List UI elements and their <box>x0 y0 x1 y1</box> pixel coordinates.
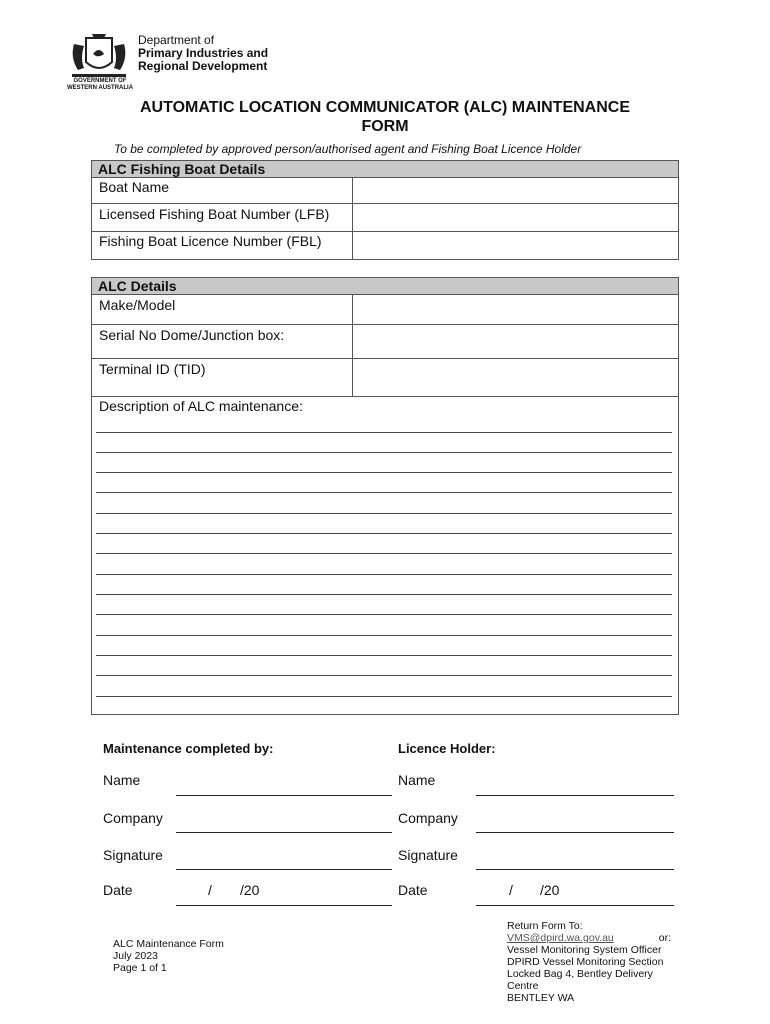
row-divider <box>91 396 679 397</box>
dept-line3: Regional Development <box>138 59 268 73</box>
holder-name-line[interactable] <box>476 795 674 796</box>
fbl-field[interactable] <box>353 232 678 259</box>
maint-date-year: /20 <box>240 882 260 898</box>
footer-date: July 2023 <box>113 950 158 962</box>
lfb-field[interactable] <box>353 204 678 231</box>
holder-name-label: Name <box>398 772 436 788</box>
description-line[interactable] <box>96 492 672 493</box>
maint-date-slash: / <box>208 882 212 898</box>
holder-company-line[interactable] <box>476 832 674 833</box>
form-title-line1: AUTOMATIC LOCATION COMMUNICATOR (ALC) MAINTENANCE <box>139 99 631 116</box>
holder-date-label: Date <box>398 882 428 898</box>
footer-form-info <box>113 938 224 974</box>
alc-details-header: ALC Details <box>91 277 679 295</box>
maint-signature-line[interactable] <box>176 869 392 870</box>
maint-name-line[interactable] <box>176 795 392 796</box>
description-line[interactable] <box>96 432 672 433</box>
return-or: or: <box>658 932 671 944</box>
maint-signature-label: Signature <box>103 847 163 863</box>
maint-name-label: Name <box>103 772 141 788</box>
holder-date-line[interactable] <box>476 905 674 906</box>
form-title-line2: FORM <box>361 118 409 135</box>
fbl-label: Fishing Boat Licence Number (FBL) <box>99 233 322 249</box>
dept-line2: Primary Industries and <box>138 46 269 60</box>
description-line[interactable] <box>96 696 672 697</box>
serial-no-label: Serial No Dome/Junction box: <box>99 327 285 343</box>
lfb-label: Licensed Fishing Boat Number (LFB) <box>99 206 330 222</box>
return-heading: Return Form To: <box>507 920 583 932</box>
holder-signature-line[interactable] <box>476 869 674 870</box>
department-name <box>138 34 268 73</box>
boat-details-header: ALC Fishing Boat Details <box>91 160 679 178</box>
description-line[interactable] <box>96 614 672 615</box>
make-model-field[interactable] <box>353 295 678 324</box>
wa-government-crest-icon <box>66 24 132 84</box>
description-line[interactable] <box>96 655 672 656</box>
boat-name-field[interactable] <box>353 178 678 203</box>
terminal-id-label: Terminal ID (TID) <box>99 361 206 377</box>
maint-company-line[interactable] <box>176 832 392 833</box>
footer-form-name: ALC Maintenance Form <box>113 938 224 950</box>
serial-no-field[interactable] <box>353 325 678 358</box>
address-line1: Vessel Monitoring System Officer <box>507 944 662 956</box>
description-line[interactable] <box>96 513 672 514</box>
description-line[interactable] <box>96 635 672 636</box>
description-label: Description of ALC maintenance: <box>99 398 303 414</box>
maint-company-label: Company <box>103 810 163 826</box>
gov-label-line2: WESTERN AUSTRALIA <box>66 85 134 91</box>
description-line[interactable] <box>96 452 672 453</box>
address-line5: BENTLEY WA <box>507 992 575 1004</box>
holder-date-slash: / <box>509 882 513 898</box>
licence-holder-heading: Licence Holder: <box>398 741 496 756</box>
maintenance-completed-heading: Maintenance completed by: <box>103 741 274 756</box>
terminal-id-field[interactable] <box>353 359 678 396</box>
make-model-label: Make/Model <box>99 297 176 313</box>
form-title <box>80 98 690 136</box>
description-line[interactable] <box>96 675 672 676</box>
description-line[interactable] <box>96 533 672 534</box>
boat-name-label: Boat Name <box>99 179 170 195</box>
holder-signature-label: Signature <box>398 847 458 863</box>
return-email-link[interactable]: VMS@dpird.wa.gov.au <box>507 932 614 944</box>
form-subtitle: To be completed by approved person/authorised agent and Fishing Boat Licence Holder <box>114 142 582 156</box>
description-line[interactable] <box>96 574 672 575</box>
address-line3: Locked Bag 4, Bentley Delivery <box>507 968 653 980</box>
maint-date-label: Date <box>103 882 133 898</box>
address-line2: DPIRD Vessel Monitoring Section <box>507 956 664 968</box>
description-line[interactable] <box>96 553 672 554</box>
gov-label <box>64 78 136 92</box>
maint-date-line[interactable] <box>176 905 392 906</box>
gov-label-line1: GOVERNMENT OF <box>73 78 127 84</box>
return-address <box>507 920 677 1004</box>
holder-company-label: Company <box>398 810 458 826</box>
description-line[interactable] <box>96 472 672 473</box>
dept-line1: Department of <box>138 33 215 47</box>
holder-date-year: /20 <box>540 882 560 898</box>
description-line[interactable] <box>96 594 672 595</box>
address-line4: Centre <box>507 980 539 992</box>
footer-page-number: Page 1 of 1 <box>113 962 167 974</box>
